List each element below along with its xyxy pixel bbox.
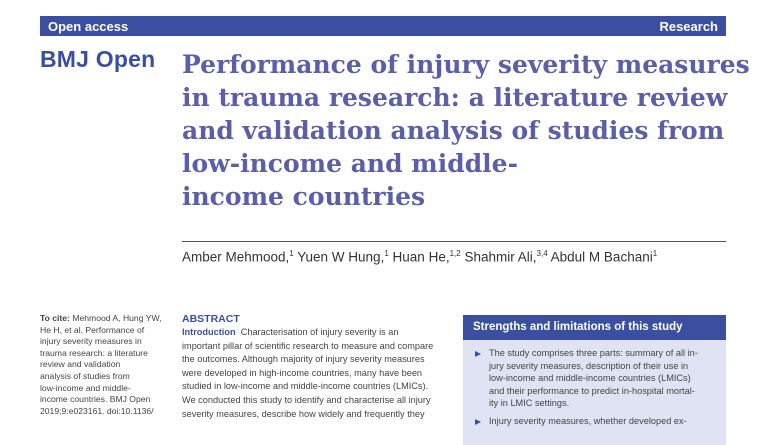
strengths-line: The study comprises three parts: summary of all in- bbox=[489, 348, 698, 358]
abstract-section bbox=[182, 313, 452, 421]
citation-line: trauma research: a literature bbox=[40, 347, 148, 358]
strengths-item bbox=[463, 340, 726, 410]
citation-line bbox=[40, 313, 160, 325]
abstract-line: We conducted this study to identify and characterise all injury bbox=[182, 394, 431, 405]
author-affiliation: 1 bbox=[289, 249, 294, 258]
abstract-line: the outcomes. Although majority of injury severity measures bbox=[182, 354, 425, 365]
top-banner bbox=[40, 16, 726, 36]
author-list bbox=[182, 249, 657, 265]
strengths-line: Injury severity measures, whether developed ex- bbox=[489, 415, 687, 426]
author-name: Yuen W Hung, bbox=[297, 249, 385, 265]
triangle-bullet-icon bbox=[475, 351, 481, 357]
strengths-line: ity in LMIC settings. bbox=[489, 398, 570, 409]
citation-line: analysis of studies from bbox=[40, 370, 130, 381]
title-line: Performance of injury severity measures bbox=[182, 50, 750, 79]
journal-name: BMJ Open bbox=[40, 46, 156, 72]
title-divider bbox=[182, 241, 726, 242]
abstract-line bbox=[182, 326, 452, 340]
title-line: and validation analysis of studies from bbox=[182, 116, 725, 145]
strengths-item bbox=[463, 410, 726, 428]
citation-line: review and validation bbox=[40, 359, 121, 370]
abstract-intro-label: Introduction bbox=[182, 327, 236, 337]
author-name: Amber Mehmood, bbox=[182, 249, 290, 265]
abstract-line: were developed in high-income countries, many have been bbox=[182, 367, 423, 378]
citation-text: Mehmood A, Hung YW, bbox=[72, 313, 162, 323]
strengths-heading: Strengths and limitations of this study bbox=[463, 315, 726, 340]
author-name: Abdul M Bachani bbox=[550, 249, 653, 265]
strengths-line: low-income and middle-income countries (LMICs) bbox=[489, 373, 691, 384]
author-affiliation: 3,4 bbox=[536, 249, 548, 258]
title-line: in trauma research: a literature review bbox=[182, 83, 728, 112]
abstract-line: severity measures, describe how widely and frequently they bbox=[182, 408, 425, 419]
title-line: income countries bbox=[182, 182, 426, 211]
strengths-limitations-box bbox=[463, 315, 726, 445]
abstract-line: studied in low-income and middle-income countries (LMICs). bbox=[182, 381, 429, 392]
author-name: Huan He, bbox=[392, 249, 450, 265]
author-affiliation: 1 bbox=[652, 249, 658, 258]
article-title bbox=[182, 48, 750, 213]
citation-line: injury severity measures in bbox=[40, 336, 142, 347]
citation-block bbox=[40, 313, 160, 417]
author-name: Shahmir Ali, bbox=[464, 249, 537, 265]
open-access-label: Open access bbox=[48, 18, 129, 34]
strengths-line: and their performance to predict in-hospital mortal- bbox=[489, 385, 695, 396]
title-line: low-income and middle- bbox=[182, 149, 518, 178]
citation-line: income countries. BMJ Open bbox=[40, 394, 151, 405]
article-type-label: Research bbox=[659, 18, 718, 34]
citation-line: 2019;9:e023161. doi:10.1136/ bbox=[40, 405, 154, 416]
triangle-bullet-icon bbox=[475, 419, 481, 425]
citation-line: low-income and middle- bbox=[40, 382, 131, 393]
author-affiliation: 1,2 bbox=[449, 249, 461, 258]
citation-line: He H, et al. Performance of bbox=[40, 324, 145, 335]
citation-label: To cite: bbox=[40, 313, 70, 323]
abstract-heading: ABSTRACT bbox=[182, 313, 240, 325]
abstract-line: important pillar of scientific research to measure and compare bbox=[182, 340, 434, 351]
strengths-line: jury severity measures, description of their use in bbox=[489, 360, 689, 371]
abstract-text: Characterisation of injury severity is an bbox=[240, 327, 399, 337]
author-affiliation: 1 bbox=[384, 249, 389, 258]
